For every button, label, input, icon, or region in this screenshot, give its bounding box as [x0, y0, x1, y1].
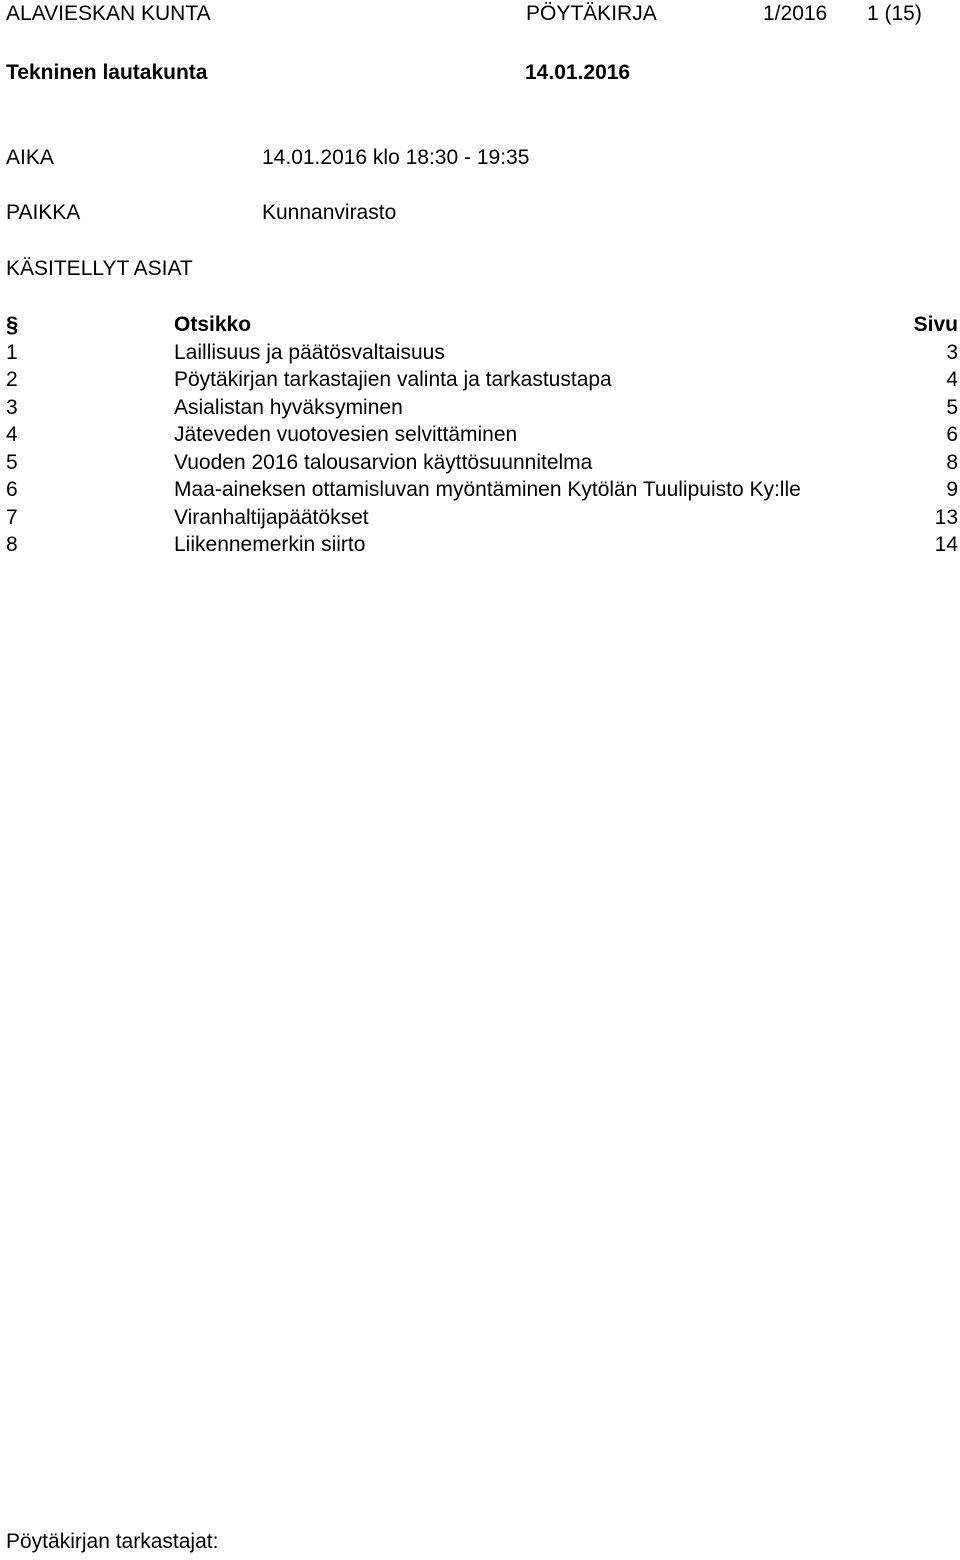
place-label: PAIKKA — [6, 201, 81, 224]
document-number: 1/2016 — [763, 2, 828, 25]
agenda-header-title: Otsikko — [174, 313, 252, 336]
time-label: AIKA — [6, 146, 54, 169]
section-sign-icon: § — [6, 312, 19, 337]
agenda-row — [6, 366, 958, 394]
agenda-item-title: Asialistan hyväksyminen — [174, 395, 403, 419]
organization-name: ALAVIESKAN KUNTA — [6, 2, 211, 25]
agenda-item-page: 4 — [946, 368, 958, 391]
board-name: Tekninen lautakunta — [6, 61, 208, 84]
agenda-header-page: Sivu — [913, 313, 958, 336]
agenda-table — [6, 311, 958, 559]
minutes-reviewers-label: Pöytäkirjan tarkastajat: — [6, 1530, 219, 1553]
agenda-row — [6, 339, 958, 367]
agenda-rows — [6, 339, 958, 559]
agenda-item-number: 7 — [6, 505, 18, 529]
agenda-item-page: 6 — [946, 423, 958, 446]
handled-matters-heading: KÄSITELLYT ASIAT — [6, 257, 193, 280]
agenda-item-page: 9 — [946, 478, 958, 501]
agenda-item-number: 1 — [6, 340, 18, 364]
agenda-row — [6, 504, 958, 532]
agenda-item-page: 3 — [946, 340, 958, 364]
agenda-item-title: Vuoden 2016 talousarvion käyttösuunnitelma — [174, 450, 593, 474]
agenda-row — [6, 531, 958, 559]
agenda-item-title: Pöytäkirjan tarkastajien valinta ja tarkastustapa — [174, 368, 612, 391]
agenda-item-number: 2 — [6, 368, 18, 391]
agenda-item-number: 4 — [6, 423, 18, 446]
agenda-row — [6, 421, 958, 449]
agenda-item-title: Jäteveden vuotovesien selvittäminen — [174, 423, 518, 446]
agenda-item-title: Liikennemerkin siirto — [174, 533, 366, 556]
agenda-item-page: 13 — [934, 505, 958, 529]
agenda-item-title: Laillisuus ja päätösvaltaisuus — [174, 340, 445, 364]
page-indicator: 1 (15) — [867, 2, 922, 25]
agenda-item-title: Maa-aineksen ottamisluvan myöntäminen Kytölän Tuulipuisto Ky:lle — [174, 478, 801, 501]
agenda-row — [6, 394, 958, 422]
agenda-item-page: 5 — [946, 395, 958, 419]
meeting-date: 14.01.2016 — [525, 61, 631, 84]
agenda-item-page: 8 — [946, 450, 958, 474]
time-value: 14.01.2016 klo 18:30 - 19:35 — [262, 146, 530, 169]
agenda-row — [6, 449, 958, 477]
agenda-item-number: 6 — [6, 478, 18, 501]
place-value: Kunnanvirasto — [262, 201, 397, 224]
agenda-item-number: 3 — [6, 395, 18, 419]
agenda-item-number: 8 — [6, 533, 18, 556]
agenda-item-number: 5 — [6, 450, 18, 474]
agenda-row — [6, 476, 958, 504]
document-type: PÖYTÄKIRJA — [526, 2, 657, 25]
agenda-item-title: Viranhaltijapäätökset — [174, 505, 369, 529]
agenda-item-page: 14 — [934, 533, 958, 556]
agenda-header-row — [6, 311, 958, 339]
